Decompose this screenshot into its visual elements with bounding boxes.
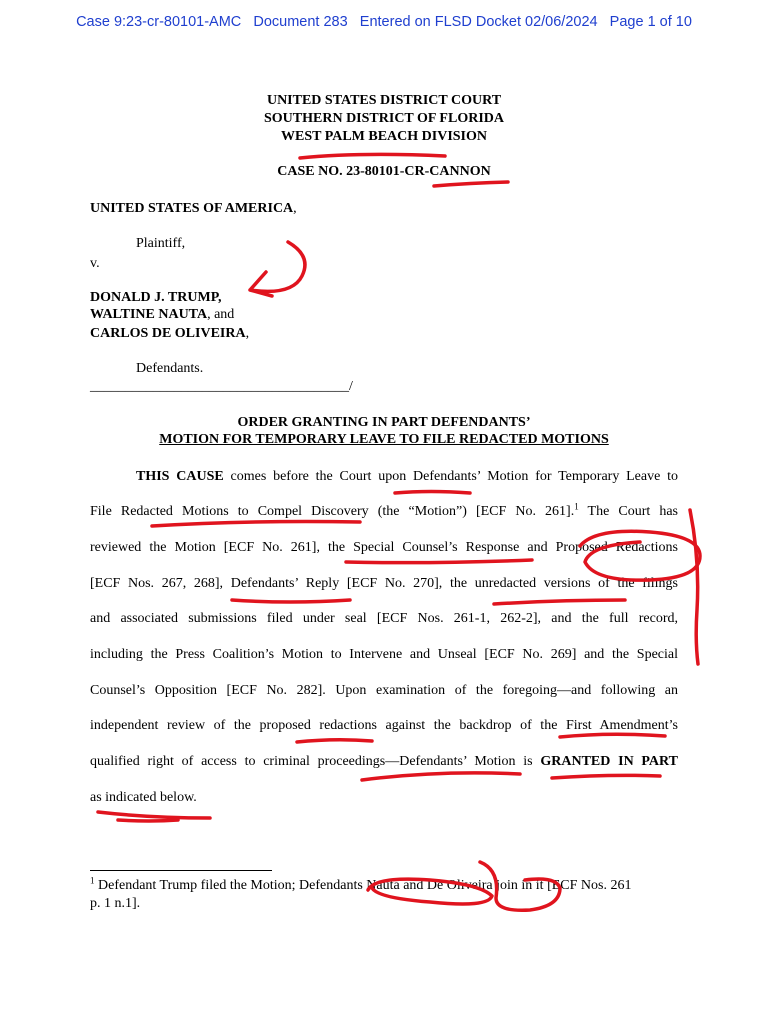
- court-district: SOUTHERN DISTRICT OF FLORIDA: [264, 111, 504, 126]
- body-line-5: and associated submissions filed under seal [ECF Nos. 261-1, 262-2], and the full record,: [90, 611, 678, 626]
- body-line-8: independent review of the proposed redactions against the backdrop of the First Amendment’s: [90, 718, 678, 733]
- underline-special-counsel: [346, 560, 532, 563]
- body-line-9: qualified right of access to criminal proceedings—Defendants’ Motion is GRANTED IN PART: [90, 754, 678, 769]
- defendants-label: Defendants.: [136, 361, 204, 376]
- body-line-4: [ECF Nos. 267, 268], Defendants’ Reply [ECF No. 270], the unredacted versions of the filings: [90, 576, 678, 591]
- order-title-line2: MOTION FOR TEMPORARY LEAVE TO FILE REDACTED MOTIONS: [159, 432, 609, 447]
- body-line-2: File Redacted Motions to Compel Discovery (the “Motion”) [ECF No. 261].$^1$ The Court has: [90, 501, 678, 519]
- body-line-3: reviewed the Motion [ECF No. 261], the Special Counsel’s Response and Proposed Redactions: [90, 540, 678, 555]
- circle-nauta: [368, 879, 492, 904]
- body-line-1: THIS CAUSE comes before the Court upon Defendants’ Motion for Temporary Leave to: [136, 469, 678, 484]
- body-line-6: including the Press Coalition’s Motion to Intervene and Unseal [ECF No. 269] and the Special: [90, 647, 678, 662]
- arrow-to-trump: [250, 242, 305, 296]
- margin-line: [690, 510, 698, 664]
- defendant-trump: DONALD J. TRUMP,: [90, 290, 222, 305]
- header-page: Page 1 of 10: [609, 14, 692, 30]
- header-case: Case 9:23-cr-80101-AMC: [76, 14, 242, 30]
- underline-granted: [552, 775, 660, 778]
- underline-defendants: [395, 492, 470, 494]
- order-title-line1: ORDER GRANTING IN PART DEFENDANTS’: [237, 415, 531, 430]
- footnote-line-1: $^1$ Defendant Trump filed the Motion; Defendants Nauta and De Oliveira join in it [ECF Nos. 261: [90, 875, 632, 893]
- body-line-10: as indicated below.: [90, 790, 197, 805]
- underline-proposed-redactions: [297, 740, 372, 742]
- plaintiff-name: UNITED STATES OF AMERICA,: [90, 201, 297, 216]
- underline-west-palm: [300, 154, 445, 158]
- underline-cannon: [434, 182, 508, 186]
- header-document: Document 283: [253, 14, 348, 30]
- plaintiff-label: Plaintiff,: [136, 236, 186, 251]
- underline-first-amendment: [560, 734, 665, 737]
- footnote-ref[interactable]: 1: [574, 501, 579, 512]
- court-name: UNITED STATES DISTRICT COURT: [266, 93, 502, 108]
- underline-redacted-motions: [152, 522, 360, 527]
- body-line-7: Counsel’s Opposition [ECF No. 282]. Upon examination of the foregoing—and following an: [90, 683, 678, 698]
- header-entered: Entered on FLSD Docket 02/06/2024: [359, 14, 598, 30]
- underline-indicated: [98, 812, 210, 821]
- underline-proceedings: [362, 773, 520, 780]
- circle-redactions: [580, 531, 700, 580]
- court-division: WEST PALM BEACH DIVISION: [280, 129, 488, 144]
- circle-oliveira: [480, 862, 560, 910]
- versus: v.: [90, 256, 100, 271]
- defendant-nauta: WALTINE NAUTA, and: [90, 307, 235, 322]
- footnote-line-2: p. 1 n.1].: [90, 896, 141, 911]
- signature-line: _____________________________________/: [90, 379, 353, 394]
- underline-unredacted: [494, 600, 625, 604]
- case-number: CASE NO. 23-80101-CR-CANNON: [277, 164, 491, 179]
- underline-defendants-reply: [232, 600, 350, 602]
- defendant-de-oliveira: CARLOS DE OLIVEIRA,: [90, 326, 250, 341]
